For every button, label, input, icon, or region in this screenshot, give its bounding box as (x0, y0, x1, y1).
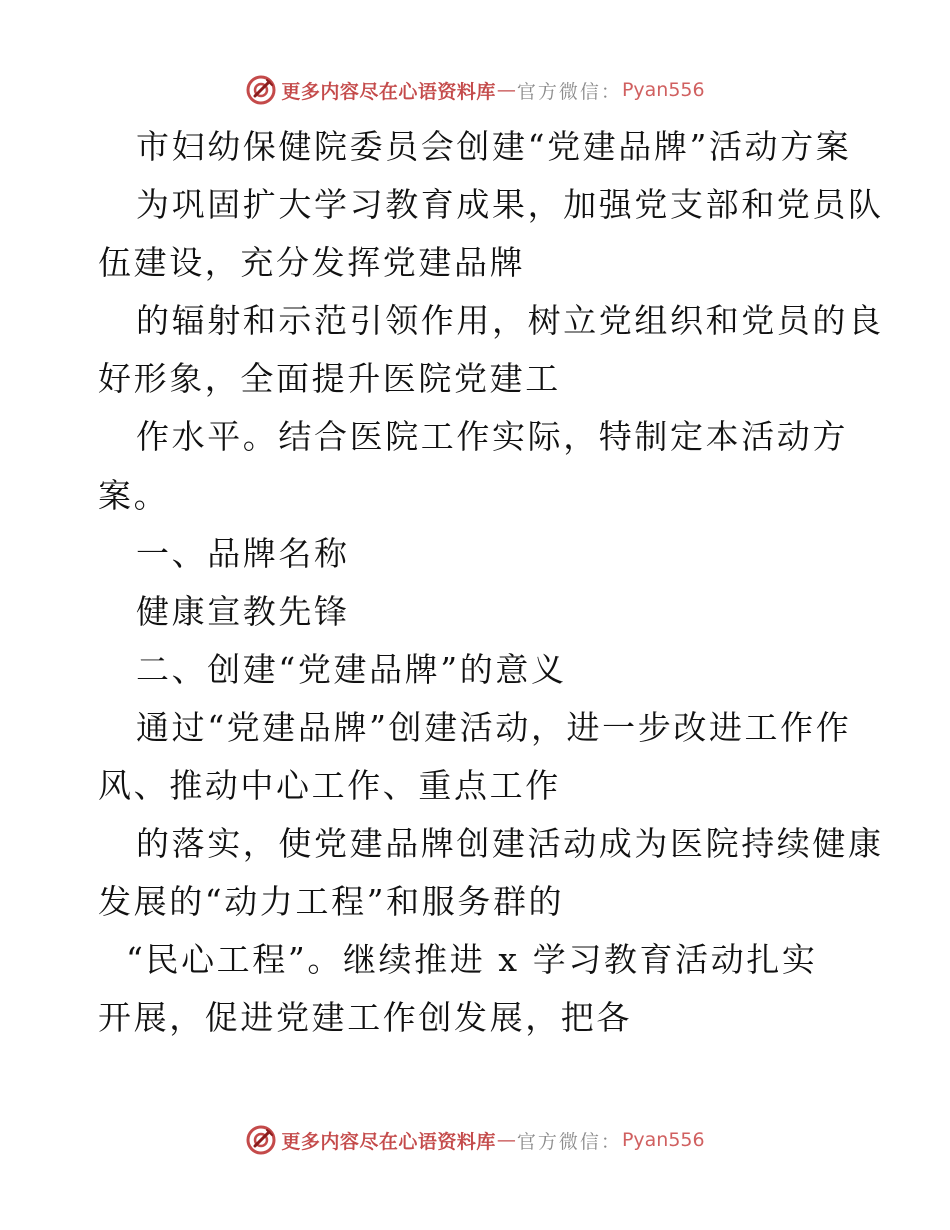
paragraph-line: 好形象，全面提升医院党建工 (98, 359, 561, 399)
watermark-dash: — (496, 1129, 516, 1151)
paragraph-line: 开展，促进党建工作创发展，把各 (98, 998, 632, 1038)
footer-watermark (0, 1120, 950, 1160)
paragraph-line: 通过“党建品牌”创建活动，进一步改进工作作 (136, 707, 852, 747)
watermark-id: Pyan556 (621, 1129, 705, 1151)
header-watermark (0, 70, 950, 110)
paragraph-line: 风、推动中心工作、重点工作 (98, 766, 561, 806)
paragraph-line: 作水平。结合医院工作实际，特制定本活动方 (136, 417, 848, 457)
logo-icon (245, 74, 277, 106)
paragraph-line: 的辐射和示范引领作用，树立党组织和党员的良 (136, 301, 884, 341)
document-body (98, 118, 884, 1048)
watermark-main-text: 更多内容尽在心语资料库 (281, 1130, 496, 1153)
paragraph-line: 的落实，使党建品牌创建活动成为医院持续健康 (136, 824, 884, 864)
paragraph-line: 为巩固扩大学习教育成果，加强党支部和党员队 (136, 185, 884, 225)
document-title: 市妇幼保健院委员会创建“党建品牌”活动方案 (136, 127, 852, 166)
logo-icon (245, 1124, 277, 1156)
watermark-main-text: 更多内容尽在心语资料库 (281, 80, 496, 103)
watermark-id: Pyan556 (621, 79, 705, 101)
watermark-label: 官方微信： (516, 1130, 622, 1153)
paragraph-line: 案。 (98, 475, 170, 515)
paragraph-line: “民心工程”。继续推进 x 学习教育活动扎实 (126, 940, 818, 980)
paragraph-line: 健康宣教先锋 (136, 591, 350, 631)
watermark-dash: — (496, 79, 516, 101)
paragraph-line: 发展的“动力工程”和服务群的 (98, 882, 565, 922)
section-heading: 一、品牌名称 (136, 533, 350, 573)
watermark-label: 官方微信： (516, 80, 622, 103)
section-heading: 二、创建“党建品牌”的意义 (136, 649, 567, 689)
paragraph-line: 伍建设，充分发挥党建品牌 (98, 243, 526, 283)
